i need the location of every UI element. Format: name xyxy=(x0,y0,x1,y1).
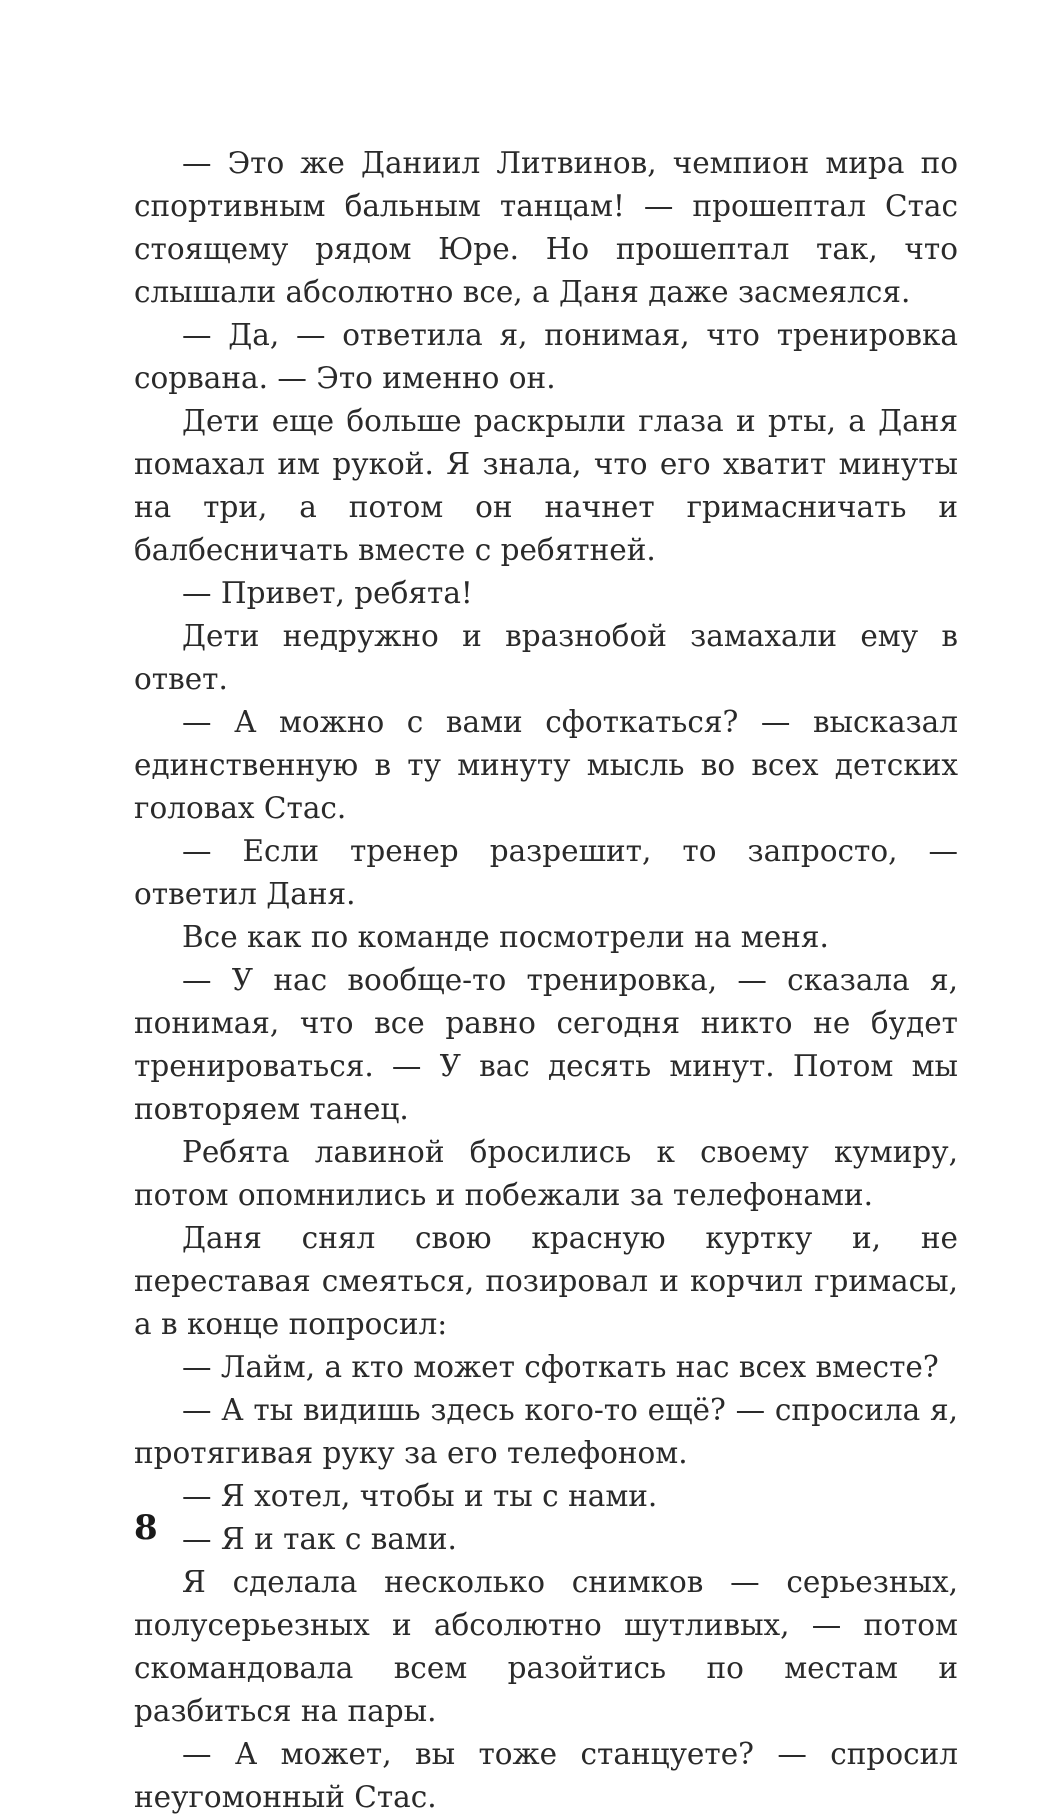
paragraph: — А ты видишь здесь кого-то ещё? — спросила я, протягивая руку за его телефоном. xyxy=(134,1393,958,1470)
paragraph: — Это же Даниил Литвинов, чемпион мира по спортивным бальным танцам! — прошептал Стас стоящему рядом Юре. Но прошептал так, что слышали абсолютно все, а Даня даже засмеялся. xyxy=(134,146,958,309)
paragraph: Дети еще больше раскрыли глаза и рты, а Даня помахал им рукой. Я знала, что его хватит минуты на три, а потом он начнет гримасничать и балбесничать вместе с ребятней. xyxy=(134,404,958,567)
paragraph: Ребята лавиной бросились к своему кумиру, потом опомнились и побежали за телефонами. xyxy=(134,1135,958,1212)
paragraph: Даня снял свою красную куртку и, не переставая смеяться, позировал и корчил гримасы, а в конце попросил: xyxy=(134,1221,958,1341)
body-text xyxy=(134,142,958,1819)
paragraph: — Привет, ребята! xyxy=(182,576,473,610)
paragraph: — Я и так с вами. xyxy=(182,1522,457,1556)
paragraph: — А может, вы тоже станцуете? — спросил неугомонный Стас. xyxy=(134,1737,958,1814)
paragraph: — Да, — ответила я, понимая, что тренировка сорвана. — Это именно он. xyxy=(134,318,958,395)
paragraph: — У нас вообще-то тренировка, — сказала я, понимая, что все равно сегодня никто не будет тренироваться. — У вас десять минут. Потом мы повторяем танец. xyxy=(134,963,958,1126)
paragraph: Я сделала несколько снимков — серьезных, полусерьезных и абсолютно шутливых, — потом скомандовала всем разойтись по местам и разбиться на пары. xyxy=(134,1565,958,1728)
paragraph: Дети недружно и вразнобой замахали ему в ответ. xyxy=(134,619,958,696)
paragraph: Все как по команде посмотрели на меня. xyxy=(182,920,829,954)
page-number: 8 xyxy=(134,1508,158,1548)
paragraph: — Лайм, а кто может сфоткать нас всех вместе? xyxy=(182,1350,939,1384)
paragraph: — Я хотел, чтобы и ты с нами. xyxy=(182,1479,658,1513)
paragraph: — А можно с вами сфоткаться? — высказал единственную в ту минуту мысль во всех детских головах Стас. xyxy=(134,705,958,825)
paragraph: — Если тренер разрешит, то запросто, — ответил Даня. xyxy=(134,834,958,911)
